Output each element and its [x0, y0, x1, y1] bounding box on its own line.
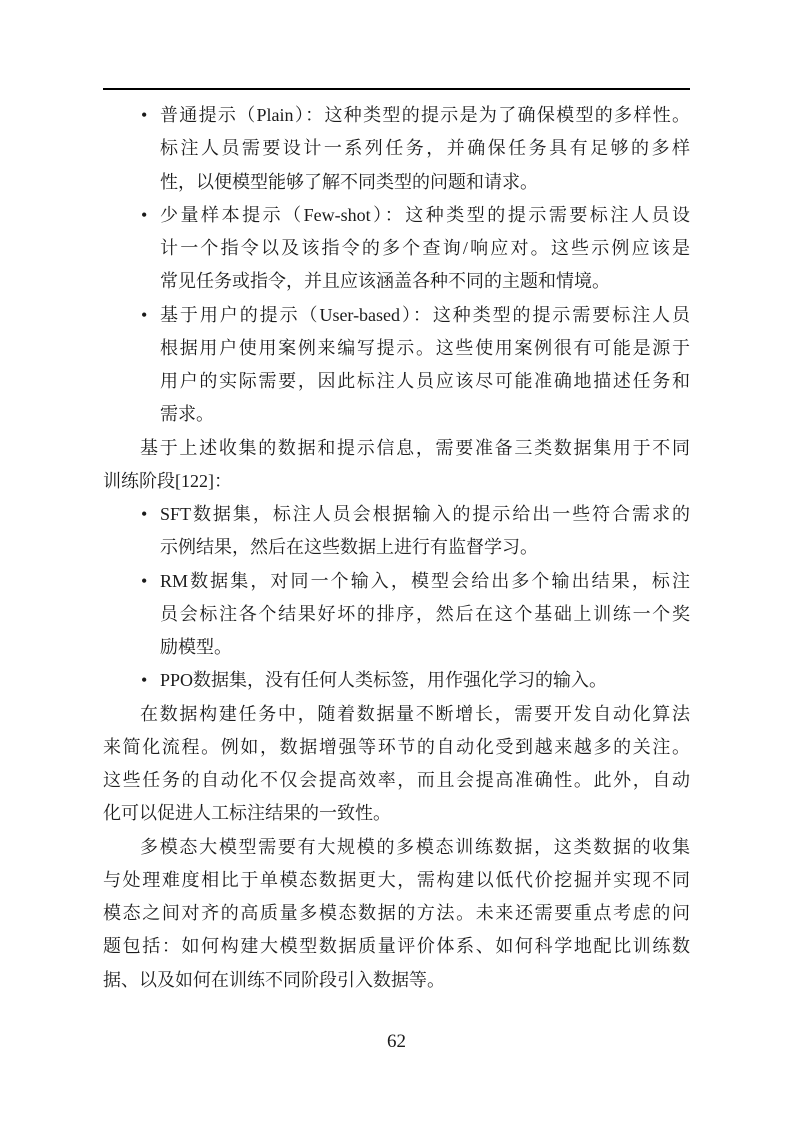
text-line: 模态之间对齐的高质量多模态数据的方法。未来还需要重点考虑的问	[103, 903, 690, 923]
text-line: 示例结果，然后在这些数据上进行有监督学习。	[160, 537, 538, 558]
text-line: 励模型。	[160, 637, 232, 657]
bullet-marker-icon: •	[141, 105, 148, 125]
text-line: 基于用户的提示（User-based）：这种类型的提示需要标注人员	[160, 304, 690, 325]
paragraph	[103, 831, 690, 997]
bullet-item	[103, 199, 690, 299]
text-line: 来简化流程。例如，数据增强等环节的自动化受到越来越多的关注。	[103, 736, 690, 757]
text-line: 普通提示（Plain）：这种类型的提示是为了确保模型的多样性。	[160, 105, 690, 125]
bullet-item	[103, 498, 690, 565]
text-line: 少量样本提示（Few-shot）：这种类型的提示需要标注人员设	[160, 204, 690, 225]
bullet-marker-icon: •	[141, 670, 148, 691]
text-line: 用户的实际需要，因此标注人员应该尽可能准确地描述任务和	[160, 371, 690, 391]
text-line: 根据用户使用案例来编写提示。这些使用案例很有可能是源于	[160, 337, 690, 358]
bullet-marker-icon: •	[141, 304, 148, 325]
text-line: 常见任务或指令，并且应该涵盖各种不同的主题和情境。	[160, 271, 610, 292]
text-line: PPO数据集，没有任何人类标签，用作强化学习的输入。	[160, 670, 608, 691]
text-line: RM数据集，对同一个输入，模型会给出多个输出结果，标注	[160, 570, 690, 591]
text-line: 训练阶段[122]：	[103, 470, 232, 491]
bullet-item	[103, 99, 690, 199]
bullet-item	[103, 299, 690, 432]
document-body	[103, 99, 690, 997]
text-line: 这些任务的自动化不仅会提高效率，而且会提高准确性。此外，自动	[103, 770, 690, 790]
text-line: 标注人员需要设计一系列任务，并确保任务具有足够的多样	[160, 138, 690, 159]
paragraph	[103, 432, 690, 499]
text-line: 需求。	[160, 404, 214, 425]
text-line: 题包括：如何构建大模型数据质量评价体系、如何科学地配比训练数	[103, 936, 690, 957]
bullet-marker-icon: •	[141, 570, 148, 591]
bullet-item	[103, 664, 690, 697]
text-line: 性，以便模型能够了解不同类型的问题和请求。	[160, 171, 538, 192]
paragraph	[103, 698, 690, 831]
text-line: 化可以促进人工标注结果的一致性。	[103, 803, 391, 824]
text-line: 据、以及如何在训练不同阶段引入数据等。	[103, 969, 445, 990]
page-header-rule	[103, 88, 690, 90]
page-number: 62	[387, 1031, 406, 1052]
bullet-item	[103, 565, 690, 665]
bullet-marker-icon: •	[141, 204, 148, 225]
bullet-marker-icon: •	[141, 504, 148, 524]
text-line: 在数据构建任务中，随着数据量不断增长，需要开发自动化算法	[140, 703, 690, 724]
text-line: 与处理难度相比于单模态数据更大，需构建以低代价挖掘并实现不同	[103, 869, 690, 890]
text-line: SFT数据集，标注人员会根据输入的提示给出一些符合需求的	[160, 504, 690, 524]
text-line: 员会标注各个结果好坏的排序，然后在这个基础上训练一个奖	[160, 603, 690, 624]
text-line: 多模态大模型需要有大规模的多模态训练数据，这类数据的收集	[140, 836, 690, 857]
text-line: 基于上述收集的数据和提示信息，需要准备三类数据集用于不同	[140, 437, 690, 458]
text-line: 计一个指令以及该指令的多个查询/响应对。这些示例应该是	[160, 238, 690, 258]
